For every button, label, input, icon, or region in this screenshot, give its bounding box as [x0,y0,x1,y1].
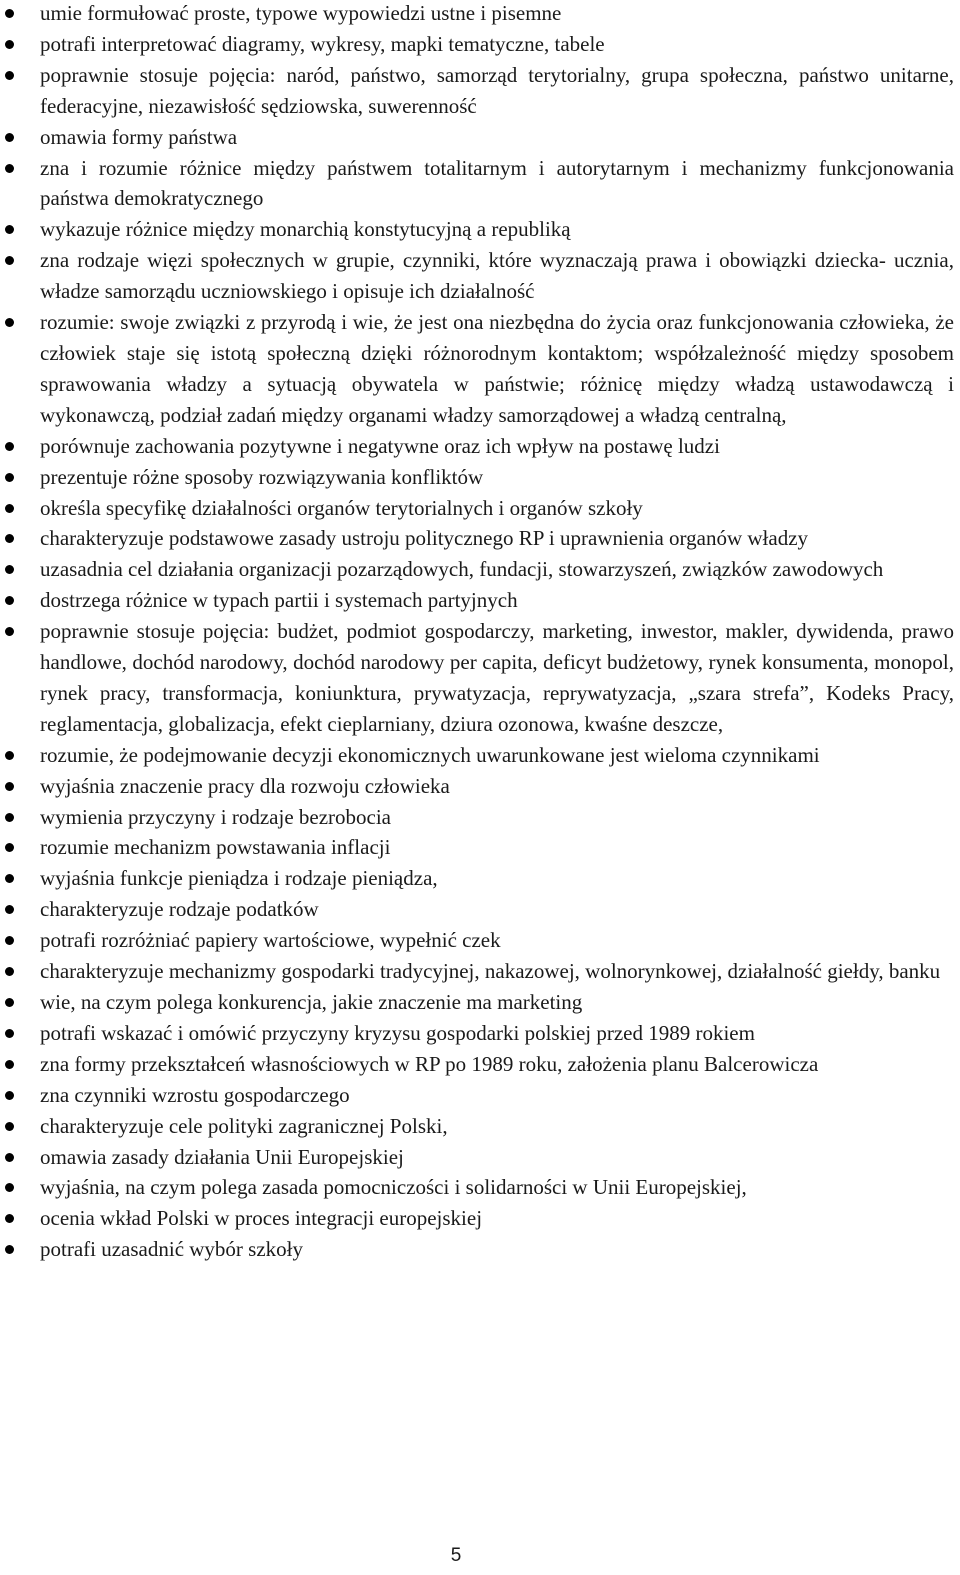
list-item-text: potrafi wskazać i omówić przyczyny kryzysu gospodarki polskiej przed 1989 rokiem [40,1020,755,1045]
bullet-icon [5,596,14,605]
list-item-text: omawia formy państwa [40,124,238,149]
list-item-text: wymienia przyczyny i rodzaje bezrobocia [40,804,392,829]
list-item [40,153,954,215]
list-item-text: określa specyfikę działalności organów terytorialnych i organów szkoły [40,495,643,520]
page-number: 5 [450,1545,462,1566]
bullet-icon [5,225,14,234]
list-item [40,740,954,771]
list-item [40,307,954,431]
list-item-text: rozumie mechanizm powstawania inflacji [40,835,391,860]
bullet-icon [5,843,14,852]
bullet-icon [5,751,14,760]
bullet-icon [5,998,14,1007]
bullet-icon [5,874,14,883]
list-item [40,0,954,29]
list-item [40,1111,954,1142]
list-item [40,1018,954,1049]
list-item-text: poprawnie stosuje pojęcia: budżet, podmiot gospodarczy, marketing, inwestor, makler, dywidenda, prawo handlowe, dochód narodowy, dochód narodowy per capita, deficyt budżetowy, rynek konsumenta, monopol, rynek pracy, transformacja, koniunktura, prywatyzacja, reprywatyzacja, „szara strefa”, Kodeks Pracy, reglamentacja, globalizacja, efekt cieplarniany, dziura ozonowa, kwaśne deszcze, [40,619,954,736]
bullet-icon [5,9,14,18]
bullet-icon [5,1245,14,1254]
list-item-text: charakteryzuje cele polityki zagranicznej Polski, [40,1113,448,1138]
list-item-text: charakteryzuje podstawowe zasady ustroju politycznego RP i uprawnienia organów władzy [40,526,809,551]
bullet-icon [5,627,14,636]
bullet-icon [5,1091,14,1100]
bullet-icon [5,1029,14,1038]
bullet-icon [5,318,14,327]
list-item-text: omawia zasady działania Unii Europejskiej [40,1144,404,1169]
list-item-text: potrafi uzasadnić wybór szkoły [40,1237,304,1262]
bullet-icon [5,133,14,142]
list-item [40,771,954,802]
bullet-icon [5,967,14,976]
list-item [40,245,954,307]
list-item [40,925,954,956]
list-item-text: porównuje zachowania pozytywne i negatywne oraz ich wpływ na postawę ludzi [40,433,720,458]
bullet-icon [5,565,14,574]
list-item [40,523,954,554]
list-item [40,554,954,585]
list-item [40,29,954,60]
list-item-text: poprawnie stosuje pojęcia: naród, państwo, samorząd terytorialny, grupa społeczna, państwo unitarne, federacyjne, niezawisłość sędziowska, suwerenność [40,62,954,118]
list-item [40,214,954,245]
bullet-icon [5,473,14,482]
list-item [40,60,954,122]
list-item [40,493,954,524]
list-item [40,462,954,493]
list-item-text: dostrzega różnice w typach partii i systemach partyjnych [40,588,518,613]
list-item [40,894,954,925]
list-item [40,802,954,833]
list-item-text: prezentuje różne sposoby rozwiązywania konfliktów [40,464,484,489]
list-item [40,431,954,462]
list-item [40,122,954,153]
list-item [40,832,954,863]
list-item-text: zna formy przekształceń własnościowych w RP po 1989 roku, założenia planu Balcerowicza [40,1051,819,1076]
list-item [40,956,954,987]
list-item [40,863,954,894]
bullet-icon [5,813,14,822]
bullet-icon [5,936,14,945]
bullet-icon [5,905,14,914]
list-item [40,987,954,1018]
bullet-icon [5,1153,14,1162]
list-item-text: charakteryzuje mechanizmy gospodarki tradycyjnej, nakazowej, wolnorynkowej, działalność giełdy, banku [40,959,941,984]
list-item-text: zna rodzaje więzi społecznych w grupie, czynniki, które wyznaczają prawa i obowiązki dziecka- ucznia, władze samorządu uczniowskiego i opisuje ich działalność [40,248,954,304]
list-item [40,1049,954,1080]
list-item-text: potrafi interpretować diagramy, wykresy, mapki tematyczne, tabele [40,31,605,56]
list-item-text: wyjaśnia, na czym polega zasada pomocniczości i solidarności w Unii Europejskiej, [40,1175,747,1200]
list-item-text: zna i rozumie różnice między państwem totalitarnym i autorytarnym i mechanizmy funkcjonowania państwa demokratycznego [40,155,954,211]
list-item-text: uzasadnia cel działania organizacji pozarządowych, fundacji, stowarzyszeń, związków zawodowych [40,557,884,582]
list-item [40,1203,954,1234]
list-item [40,1080,954,1111]
list-item-text: wykazuje różnice między monarchią konstytucyjną a republiką [40,217,571,242]
bullet-icon [5,71,14,80]
list-item [40,616,954,740]
list-item-text: rozumie: swoje związki z przyrodą i wie, że jest ona niezbędna do życia oraz funkcjonowania człowieka, że człowiek staje się istotą społeczną dzięki różnorodnym kontaktom; współzależność między sposobem sprawowania władzy a sytuacją obywatela w państwie; różnicę między władzą ustawodawczą i wykonawczą, podział zadań między organami władzy samorządowej a władzą centralną, [40,310,954,427]
bullet-icon [5,40,14,49]
bullet-icon [5,442,14,451]
list-item-text: umie formułować proste, typowe wypowiedzi ustne i pisemne [40,1,562,25]
bullet-icon [5,504,14,513]
list-item-text: rozumie, że podejmowanie decyzji ekonomicznych uwarunkowane jest wieloma czynnikami [40,742,820,767]
list-item [40,1234,954,1265]
bullet-icon [5,1214,14,1223]
bullet-icon [5,1122,14,1131]
list-item-text: zna czynniki wzrostu gospodarczego [40,1082,350,1107]
bullet-icon [5,534,14,543]
list-item-text: ocenia wkład Polski w proces integracji europejskiej [40,1206,483,1231]
list-item-text: wyjaśnia znaczenie pracy dla rozwoju człowieka [40,773,450,798]
requirements-bullet-list [40,0,954,1265]
list-item [40,1142,954,1173]
bullet-icon [5,1183,14,1192]
bullet-icon [5,164,14,173]
bullet-icon [5,1060,14,1069]
list-item-text: wyjaśnia funkcje pieniądza i rodzaje pieniądza, [40,866,438,891]
bullet-icon [5,782,14,791]
list-item-text: potrafi rozróżniać papiery wartościowe, wypełnić czek [40,928,501,953]
list-item [40,585,954,616]
list-item-text: charakteryzuje rodzaje podatków [40,897,319,922]
bullet-icon [5,256,14,265]
list-item-text: wie, na czym polega konkurencja, jakie znaczenie ma marketing [40,990,583,1014]
list-item [40,1172,954,1203]
